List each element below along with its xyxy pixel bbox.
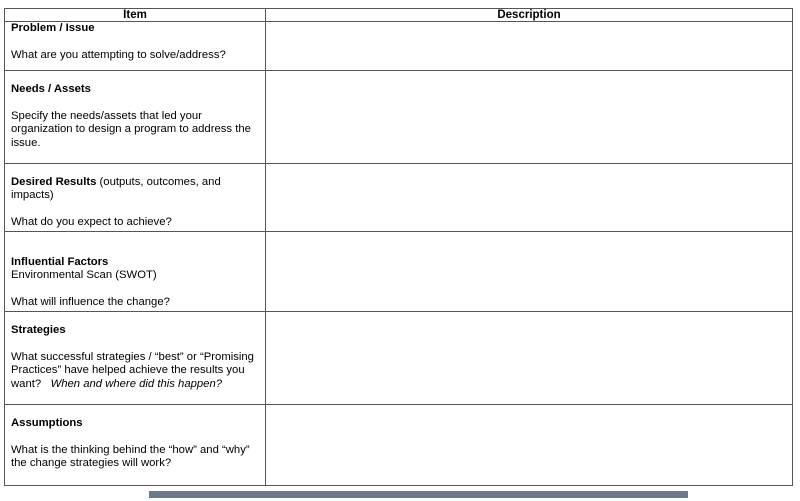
item-cell xyxy=(5,312,266,405)
description-cell[interactable] xyxy=(266,232,793,312)
description-cell[interactable] xyxy=(266,312,793,405)
item-cell xyxy=(5,71,266,164)
description-column-header: Description xyxy=(266,9,793,22)
row-title-suffix: (outputs, outcomes, and impacts) xyxy=(11,176,221,202)
table-row xyxy=(5,22,793,71)
item-cell xyxy=(5,405,266,486)
row-prompt: What successful strategies / “best” or “Promising Practices” have helped achieve the results you want? xyxy=(11,350,254,390)
bottom-divider-bar xyxy=(149,491,688,498)
row-prompt: Specify the needs/assets that led your organization to design a program to address the issue. xyxy=(11,109,251,149)
row-title: Desired Results xyxy=(11,176,97,188)
description-cell[interactable] xyxy=(266,164,793,232)
row-subtitle: Environmental Scan (SWOT) xyxy=(11,269,157,282)
row-title: Influential Factors xyxy=(11,256,109,268)
item-cell xyxy=(5,164,266,232)
row-title: Assumptions xyxy=(11,417,83,429)
row-title: Problem / Issue xyxy=(11,22,95,34)
row-prompt: What are you attempting to solve/address? xyxy=(11,48,226,61)
row-prompt: What is the thinking behind the “how” and “why” the change strategies will work? xyxy=(11,443,250,470)
row-prompt: What do you expect to achieve? xyxy=(11,216,172,229)
description-cell[interactable] xyxy=(266,405,793,486)
row-prompt-italic: When and where did this happen? xyxy=(44,377,223,390)
logic-model-table xyxy=(4,8,793,486)
description-cell[interactable] xyxy=(266,22,793,71)
table-row xyxy=(5,312,793,405)
table-row xyxy=(5,71,793,164)
row-title: Needs / Assets xyxy=(11,83,91,95)
description-cell[interactable] xyxy=(266,71,793,164)
item-cell xyxy=(5,232,266,312)
table-row xyxy=(5,232,793,312)
row-prompt: What will influence the change? xyxy=(11,296,170,309)
table-row xyxy=(5,405,793,486)
item-cell xyxy=(5,22,266,71)
table-row xyxy=(5,164,793,232)
row-title: Strategies xyxy=(11,324,66,336)
item-column-header: Item xyxy=(5,9,266,22)
